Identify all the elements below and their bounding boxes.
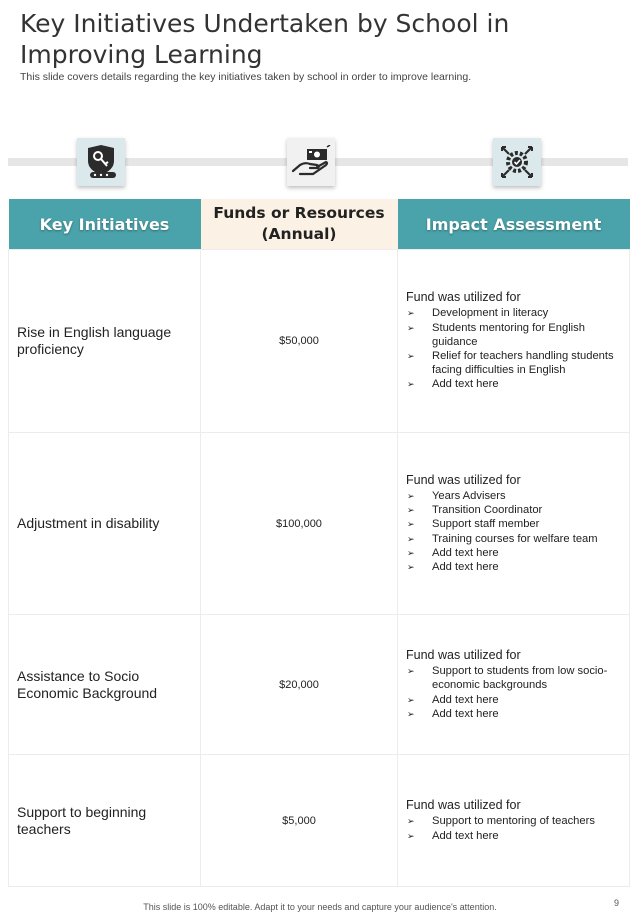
header-funds: Funds or Resources (Annual) [201, 199, 398, 250]
impact-list [406, 814, 623, 842]
impact-list [406, 664, 623, 721]
list-item: ➢ Support to students from low socio-economic backgrounds [407, 665, 608, 692]
initiative-cell: Support to beginning teachers [9, 755, 201, 887]
initiatives-table [8, 199, 630, 887]
initiative-cell: Rise in English language proficiency [9, 250, 201, 433]
arrow-bullet-icon: ➢ [407, 561, 415, 572]
list-item: ➢ Support to mentoring of teachers [407, 815, 595, 828]
list-item: ➢ Add text here [407, 560, 499, 573]
impact-list [406, 306, 623, 391]
table-row [9, 755, 630, 887]
fund-cell: $20,000 [201, 615, 398, 755]
arrow-bullet-icon: ➢ [407, 322, 415, 333]
list-item: ➢ Add text here [407, 546, 499, 559]
arrow-bullet-icon: ➢ [407, 694, 415, 705]
list-item: ➢ Transition Coordinator [407, 504, 543, 517]
page-number: 9 [614, 898, 620, 908]
impact-heading: Fund was utilized for [406, 798, 521, 813]
arrow-bullet-icon: ➢ [407, 351, 415, 361]
impact-heading: Fund was utilized for [406, 648, 521, 663]
arrow-bullet-icon: ➢ [407, 708, 415, 719]
impact-heading: Fund was utilized for [406, 472, 521, 487]
table-row [9, 433, 630, 615]
key-badge-icon [82, 145, 120, 179]
arrow-bullet-icon: ➢ [407, 490, 415, 501]
table-row [9, 615, 630, 755]
table-row [9, 250, 630, 433]
list-item: ➢ Years Advisers [407, 489, 506, 502]
list-item: ➢ Relief for teachers handling students facing difficulties in English [407, 350, 614, 377]
fund-cell: $50,000 [201, 250, 398, 433]
arrow-bullet-icon: ➢ [407, 533, 415, 544]
header-impact-assessment: Impact Assessment [398, 199, 630, 250]
header-key-initiatives: Key Initiatives [9, 199, 201, 250]
settings-target-icon-box [493, 138, 541, 186]
list-item: ➢ Development in literacy [407, 307, 549, 320]
page-subtitle: This slide covers details regarding the key initiatives taken by school in order to improve learning. [20, 71, 472, 83]
impact-list [406, 489, 623, 574]
arrow-bullet-icon: ➢ [407, 505, 415, 516]
initiative-cell: Adjustment in disability [9, 433, 201, 615]
list-item: ➢ Add text here [407, 707, 499, 720]
arrow-bullet-icon: ➢ [407, 666, 415, 677]
money-hand-icon [291, 145, 331, 179]
list-item: ➢ Add text here [407, 693, 499, 706]
table-header-row [9, 199, 630, 250]
arrow-bullet-icon: ➢ [407, 547, 415, 558]
list-item: ➢ Add text here [407, 378, 499, 391]
footer-note: This slide is 100% editable. Adapt it to your needs and capture your audience's attention. [143, 902, 497, 912]
arrow-bullet-icon: ➢ [407, 816, 415, 827]
key-badge-icon-box [77, 138, 125, 186]
list-item: ➢ Support staff member [407, 518, 540, 531]
impact-heading: Fund was utilized for [406, 290, 521, 305]
arrow-bullet-icon: ➢ [407, 308, 415, 319]
impact-cell [398, 433, 630, 615]
settings-target-icon [497, 142, 537, 182]
initiative-cell: Assistance to Socio Economic Background [9, 615, 201, 755]
impact-cell [398, 250, 630, 433]
arrow-bullet-icon: ➢ [407, 830, 415, 841]
page-title: Key Initiatives Undertaken by School in Improving Learning [20, 9, 510, 69]
impact-cell [398, 615, 630, 755]
impact-cell [398, 755, 630, 887]
arrow-bullet-icon: ➢ [407, 519, 415, 530]
fund-cell: $100,000 [201, 433, 398, 615]
list-item: ➢ Students mentoring for English guidance [407, 321, 585, 348]
list-item: ➢ Training courses for welfare team [407, 532, 598, 545]
arrow-bullet-icon: ➢ [407, 379, 415, 390]
list-item: ➢ Add text here [407, 829, 499, 842]
fund-cell: $5,000 [201, 755, 398, 887]
money-hand-icon-box [287, 138, 335, 186]
